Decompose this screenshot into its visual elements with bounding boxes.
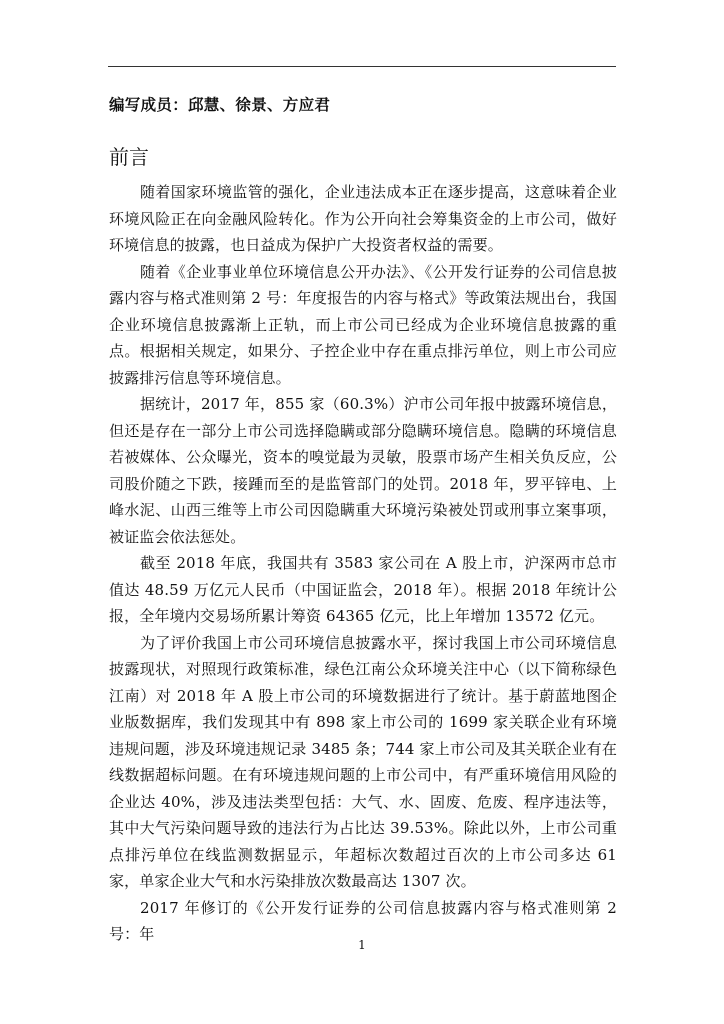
paragraph: 为了评价我国上市公司环境信息披露水平，探讨我国上市公司环境信息披露现状，对照现行政策标准，绿色江南公众环境关注中心（以下简称绿色江南）对 2018 年 A 股上市公司的环境数据进行了统计。基于蔚蓝地图企业版数据库，我们发现其中有 898 家上市公司的 1699 家关联企业有环境违规问题，涉及环境违规记录 3485 条；744 家上市公司及其关联企业有在线数据超标问题。在有环境违规问题的上市公司中，有严重环境信用风险的企业达 40%，涉及违法类型包括：大气、水、固废、危废、程序违法等，其中大气污染问题导致的违法行为占比达 39.53%。除此以外，上市公司重点排污单位在线监测数据显示，年超标次数超过百次的上市公司多达 61 家，单家企业大气和水污染排放次数最高达 1307 次。: [109, 633, 617, 890]
body-text: [109, 179, 617, 948]
page-number: 1: [358, 938, 366, 952]
paragraph: 随着《企业事业单位环境信息公开办法》、《公开发行证券的公司信息披露内容与格式准则第 2 号：年度报告的内容与格式》等政策法规出台，我国企业环境信息披露渐上正轨，而上市公司已经成为企业环境信息披露的重点。根据相关规定，如果分、子控企业中存在重点排污单位，则上市公司应披露排污信息等环境信息。: [109, 262, 617, 387]
paragraph: 随着国家环境监管的强化，企业违法成本正在逐步提高，这意味着企业环境风险正在向金融风险转化。作为公开向社会筹集资金的上市公司，做好环境信息的披露，也日益成为保护广大投资者权益的需要。: [109, 183, 617, 254]
paragraph: 据统计，2017 年，855 家（60.3%）沪市公司年报中披露环境信息，但还是存在一部分上市公司选择隐瞒或部分隐瞒环境信息。隐瞒的环境信息若被媒体、公众曝光，资本的嗅觉最为灵敏，股票市场产生相关负反应，公司股价随之下跌，接踵而至的是监管部门的处罚。2018 年，罗平锌电、上峰水泥、山西三维等上市公司因隐瞒重大环境污染被处罚或刑事立案事项，被证监会依法惩处。: [109, 395, 617, 546]
authors-line: 编写成员：邱慧、徐景、方应君: [109, 96, 331, 114]
section-heading: 前言: [109, 145, 149, 169]
header-rule: [108, 66, 616, 67]
paragraph: 截至 2018 年底，我国共有 3583 家公司在 A 股上市，沪深两市总市值达 48.59 万亿元人民币（中国证监会，2018 年）。根据 2018 年统计公报，全年境内交易场所累计筹资 64365 亿元，比上年增加 13572 亿元。: [109, 554, 617, 625]
paragraph: 2017 年修订的《公开发行证券的公司信息披露内容与格式准则第 2 号：年: [109, 898, 617, 943]
